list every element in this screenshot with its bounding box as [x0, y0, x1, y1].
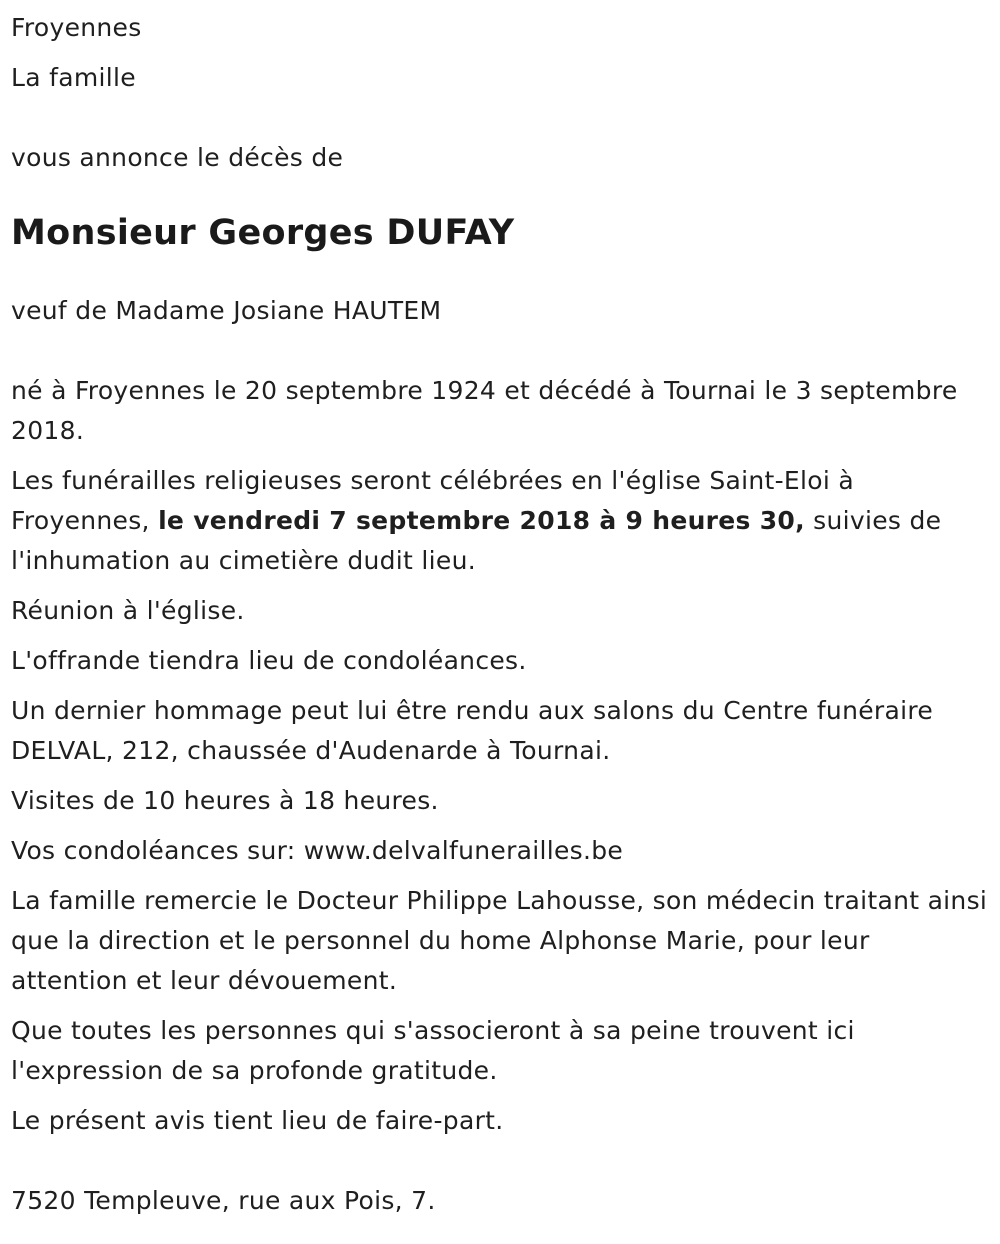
place-line: Froyennes [11, 13, 142, 42]
funeral-paragraph [11, 461, 989, 581]
funeral-text-after: suivies de l'inhumation au cimetière dudit lieu. [11, 506, 942, 575]
birth-death-paragraph: né à Froyennes le 20 septembre 1924 et décédé à Tournai le 3 septembre 2018. [11, 376, 958, 445]
spouse-line: veuf de Madame Josiane HAUTEM [11, 296, 442, 325]
address-line: 7520 Templeuve, rue aux Pois, 7. [11, 1186, 436, 1215]
meeting-paragraph: Réunion à l'église. [11, 596, 245, 625]
condolences-paragraph: Vos condoléances sur: www.delvalfunerailles.be [11, 836, 624, 865]
thanks-paragraph: La famille remercie le Docteur Philippe Lahousse, son médecin traitant ainsi que la direction et le personnel du home Alphonse Marie, pour leur attention et leur dévouement. [11, 886, 988, 995]
announce-line: vous annonce le décès de [11, 143, 344, 172]
gratitude-paragraph: Que toutes les personnes qui s'associeront à sa peine trouvent ici l'expression de sa profonde gratitude. [11, 1016, 855, 1085]
visits-paragraph: Visites de 10 heures à 18 heures. [11, 786, 439, 815]
deceased-name: Monsieur Georges DUFAY [11, 213, 515, 253]
funeral-date: le vendredi 7 septembre 2018 à 9 heures 30, [158, 506, 805, 535]
tribute-paragraph: Un dernier hommage peut lui être rendu aux salons du Centre funéraire DELVAL, 212, chaussée d'Audenarde à Tournai. [11, 696, 934, 765]
family-line: La famille [11, 63, 136, 92]
offering-paragraph: L'offrande tiendra lieu de condoléances. [11, 646, 527, 675]
notice-paragraph: Le présent avis tient lieu de faire-part. [11, 1106, 504, 1135]
funeral-text-before: Les funérailles religieuses seront célébrées en l'église Saint-Eloi à Froyennes, [11, 466, 854, 535]
